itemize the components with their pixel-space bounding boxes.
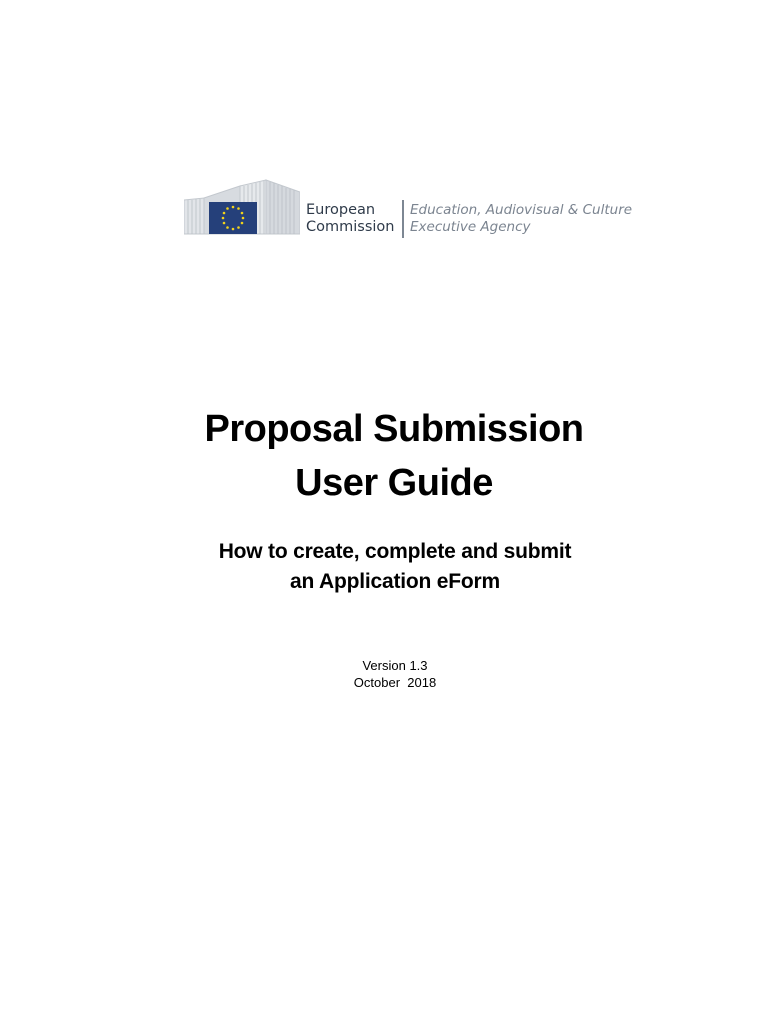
version-info (0, 657, 770, 691)
version-number: Version 1.3 (362, 658, 428, 673)
logo-divider (402, 200, 404, 238)
document-title-line2: User Guide (295, 462, 493, 504)
european-commission-logo (184, 178, 634, 242)
organisation-name (306, 202, 394, 236)
organisation-name-line1: European (306, 202, 376, 218)
document-subtitle-line2: an Application eForm (290, 570, 500, 593)
berlaymont-building-emblem (184, 178, 300, 236)
document-subtitle (0, 537, 770, 597)
agency-name-line2: Executive Agency (410, 219, 531, 235)
agency-name-line1: Education, Audiovisual & Culture (410, 202, 633, 218)
document-title (0, 402, 770, 510)
agency-name (410, 202, 632, 236)
organisation-name-line2: Commission (306, 219, 395, 235)
version-date: October 2018 (353, 675, 437, 690)
document-title-line1: Proposal Submission (204, 408, 584, 450)
document-subtitle-line1: How to create, complete and submit (218, 540, 572, 563)
